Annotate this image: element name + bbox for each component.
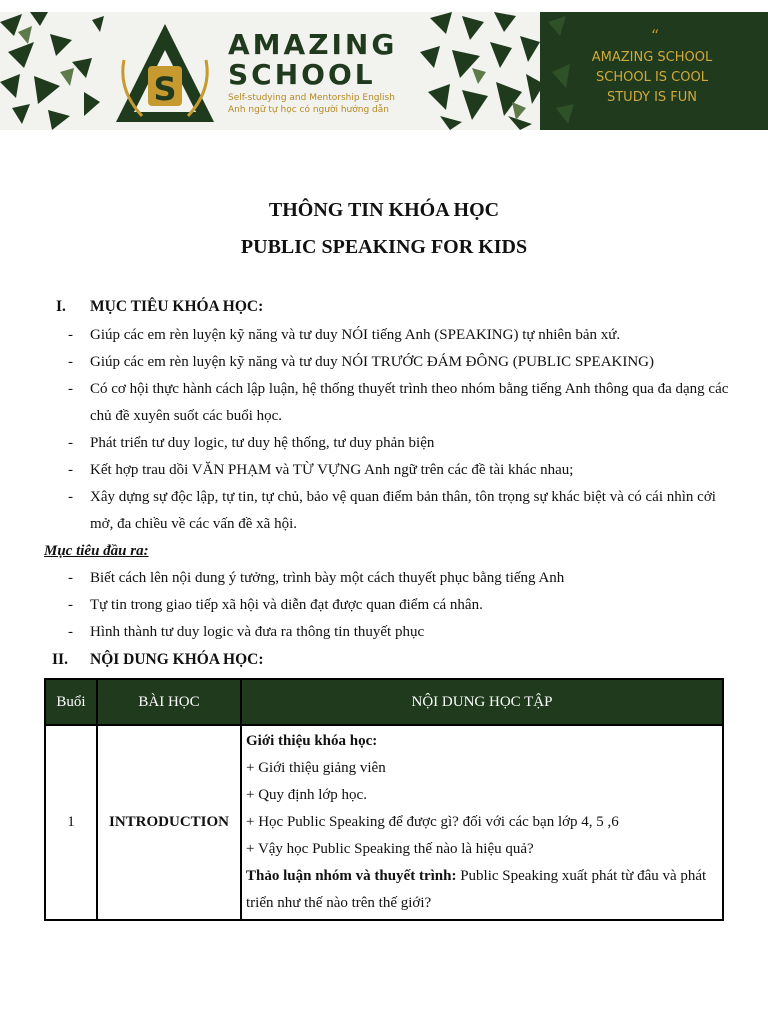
slogan-block [560,48,744,108]
brand-line-1: AMAZING [228,28,398,61]
course-name: PUBLIC SPEAKING FOR KIDS [240,236,528,258]
objectives-list [0,322,768,538]
session-cell: 1 [45,725,97,920]
column-header: BÀI HỌC [97,679,241,725]
lesson-cell: INTRODUCTION [97,725,241,920]
school-logo [112,20,218,126]
slogan-line: STUDY IS FUN [606,90,698,105]
course-content-table [44,678,724,921]
brand-line-2: SCHOOL [228,58,376,91]
discussion-text: Public Speaking xuất phát từ đâu và phát triển như thế nào trên thế giới? [246,868,707,911]
header-banner [0,12,768,130]
outcomes-list [0,565,768,646]
quote-mark-icon: “ [650,26,660,45]
column-header: NỘI DUNG HỌC TẬP [241,679,723,725]
discussion-paragraph [246,863,718,917]
content-point: + Quy định lớp học. [246,787,367,803]
section-number: II. [52,651,68,668]
brand-tagline [228,92,488,116]
list-item: - Kết hợp trau dồi VĂN PHẠM và TỪ VỰNG Anh ngữ trên các đề tài khác nhau; [68,462,574,478]
content-point: + Vậy học Public Speaking thế nào là hiệu quả? [246,841,534,857]
list-item: - Phát triển tư duy logic, tư duy hệ thống, tư duy phản biện [68,435,435,451]
section-title: MỤC TIÊU KHÓA HỌC: [90,298,264,315]
column-header: Buổi [45,679,97,725]
table-header-row [45,679,723,725]
slogan-line: SCHOOL IS COOL [596,70,708,85]
list-item: - Có cơ hội thực hành cách lập luận, hệ thống thuyết trình theo nhóm bằng tiếng Anh thông qua đa dạng các chủ đề xuyên suốt các buổi học. [68,381,729,424]
table-row [45,725,723,920]
list-item: - Giúp các em rèn luyện kỹ năng và tư duy NÓI tiếng Anh (SPEAKING) tự nhiên bản xứ. [68,327,621,343]
list-item: - Biết cách lên nội dung ý tưởng, trình bày một cách thuyết phục bằng tiếng Anh [68,570,565,586]
discussion-heading: Thảo luận nhóm và thuyết trình: [246,868,457,884]
list-item: - Giúp các em rèn luyện kỹ năng và tư duy NÓI TRƯỚC ĐÁM ĐÔNG (PUBLIC SPEAKING) [68,354,655,370]
content-cell [241,725,723,920]
intro-heading: Giới thiệu khóa học: [246,733,378,749]
section-title: NỘI DUNG KHÓA HỌC: [90,651,264,668]
document-title: THÔNG TIN KHÓA HỌC [268,199,500,221]
brand-name [228,30,528,90]
list-item: - Tự tin trong giao tiếp xã hội và diễn đạt được quan điểm cá nhân. [68,597,483,613]
outcomes-heading: Mục tiêu đầu ra: [44,543,149,559]
tagline-vietnamese: Anh ngữ tự học có người hướng dẫn [228,105,389,115]
content-point: + Học Public Speaking để được gì? đối với các bạn lớp 4, 5 ,6 [246,814,619,830]
section-number: I. [56,298,66,315]
svg-text:S: S [153,70,177,108]
tagline-english: Self-studying and Mentorship English [228,93,395,103]
slogan-line: AMAZING SCHOOL [591,50,713,65]
list-item: - Xây dựng sự độc lập, tự tin, tự chủ, bảo vệ quan điểm bản thân, tôn trọng sự khác biệt và có cái nhìn cởi mở, đa chiều về các vấn đề xã hội. [68,489,716,532]
list-item: - Hình thành tư duy logic và đưa ra thông tin thuyết phục [68,624,425,640]
content-point: + Giới thiệu giảng viên [246,760,386,776]
